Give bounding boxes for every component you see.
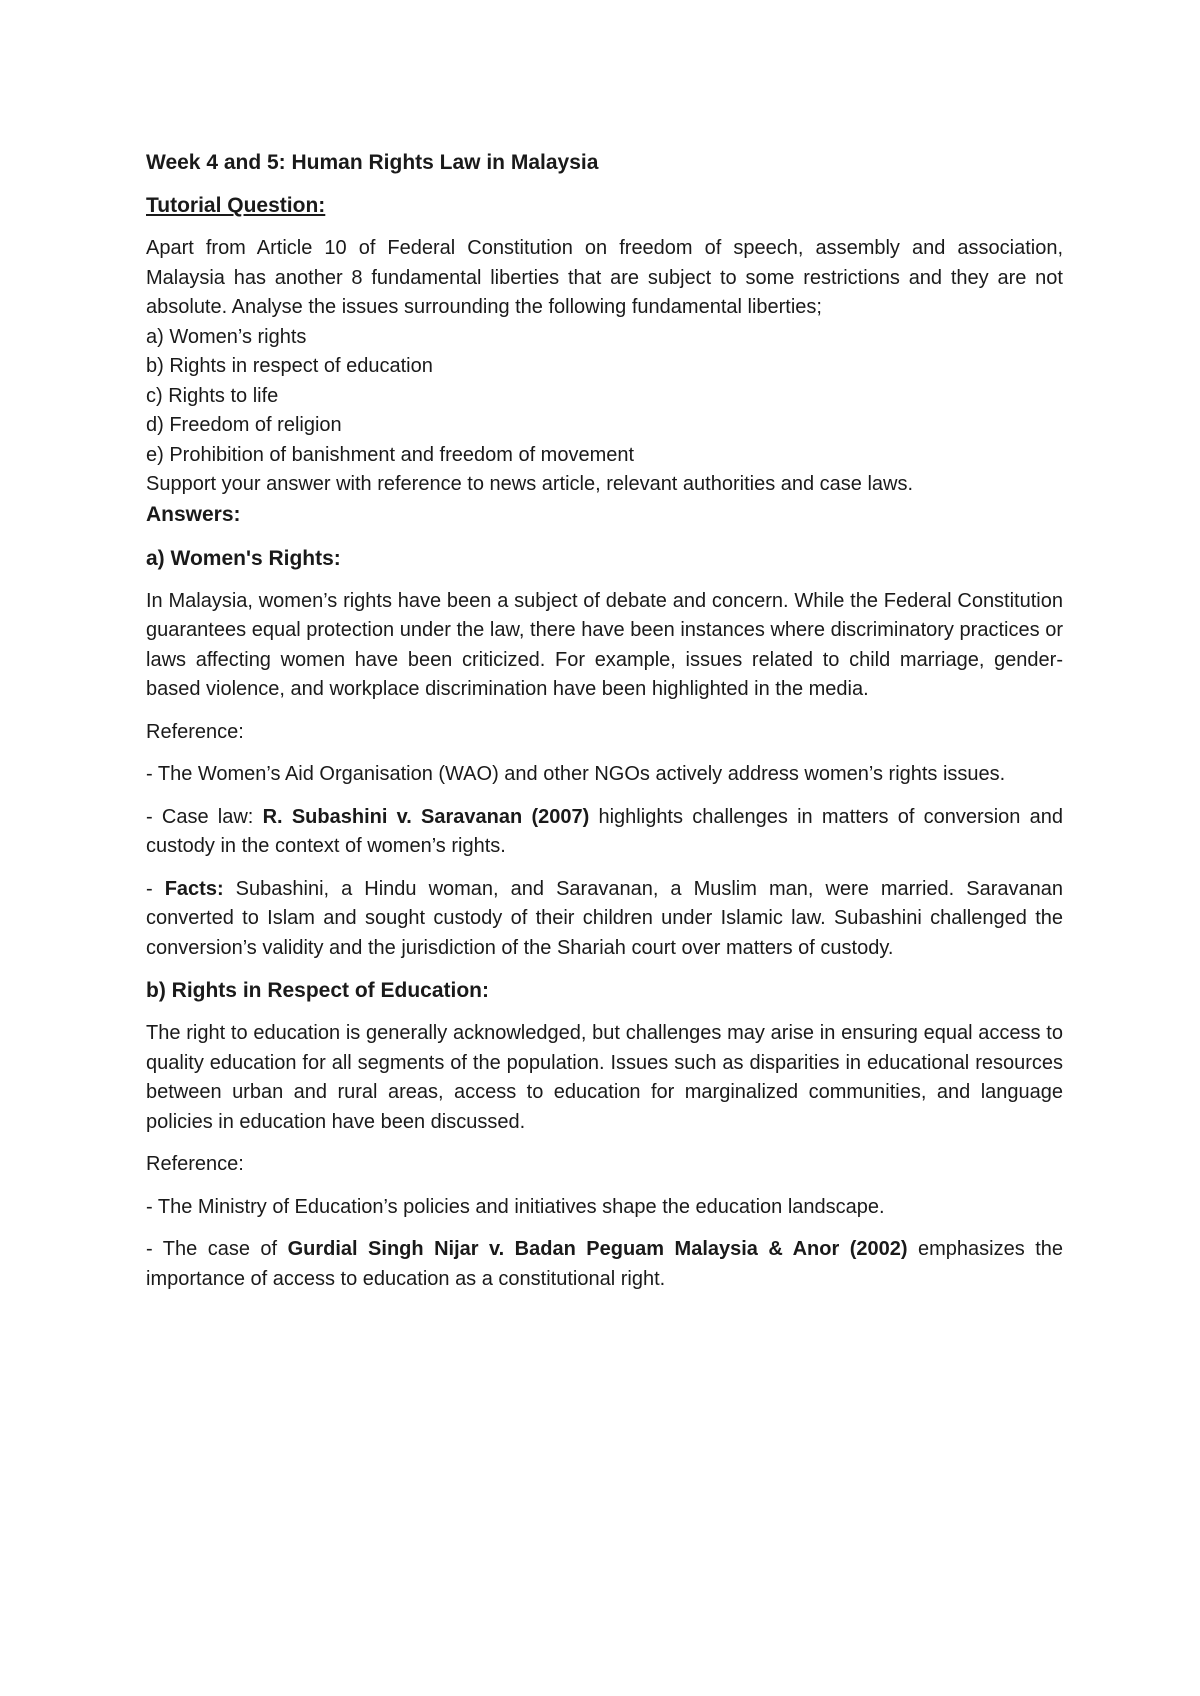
list-item: e) Prohibition of banishment and freedom of movement [146, 443, 635, 466]
answers-heading: Answers: [146, 502, 241, 526]
section-a-ref1: - The Women’s Aid Organisation (WAO) and other NGOs actively address women’s rights issues. [146, 763, 1006, 785]
tutorial-heading: Tutorial Question: [146, 194, 326, 217]
ref-suffix: highlights challenges in matters of conversion and custody in the context of women’s rights. [146, 805, 1063, 857]
case-name: Gurdial Singh Nijar v. Badan Peguam Malaysia & Anor (2002) [287, 1238, 908, 1260]
section-a-reference-label: Reference: [146, 720, 244, 743]
section-a-facts [146, 875, 1063, 964]
list-item: b) Rights in respect of education [146, 355, 433, 377]
list-item: c) Rights to life [146, 384, 279, 407]
section-a-heading: a) Women's Rights: [146, 546, 341, 570]
list-item: d) Freedom of religion [146, 414, 342, 436]
section-b-ref2 [146, 1235, 1063, 1294]
section-b-heading: b) Rights in Respect of Education: [146, 979, 490, 1002]
section-b-reference-label: Reference: [146, 1153, 244, 1175]
document-title: Week 4 and 5: Human Rights Law in Malaysia [146, 151, 599, 174]
section-a-ref2 [146, 803, 1063, 862]
support-text: Support your answer with reference to news article, relevant authorities and case laws. [146, 473, 914, 495]
case-name: R. Subashini v. Saravanan (2007) [262, 805, 590, 828]
liberties-list [146, 323, 1063, 471]
list-item: a) Women’s rights [146, 325, 307, 348]
facts-label: Facts: [164, 877, 224, 900]
section-b-body: The right to education is generally acknowledged, but challenges may arise in ensuring equal access to quality education for all segments of the population. Issues such as disparities in educational resources between urban and rural areas, access to education for marginalized communities, and language policies in education have been discussed. [146, 1022, 1063, 1133]
ref-suffix: emphasizes the importance of access to education as a constitutional right. [146, 1238, 1063, 1290]
section-b-ref1: - The Ministry of Education’s policies and initiatives shape the education landscape. [146, 1195, 885, 1218]
section-a-body: In Malaysia, women’s rights have been a subject of debate and concern. While the Federal Constitution guarantees equal protection under the law, there have been instances where discriminatory practices or laws affecting women have been criticized. For example, issues related to child marriage, gender-based violence, and workplace discrimination have been highlighted in the media. [146, 589, 1063, 700]
facts-prefix: - [146, 877, 165, 900]
question-text: Apart from Article 10 of Federal Constitution on freedom of speech, assembly and association, Malaysia has another 8 fundamental liberties that are subject to some restrictions and they are not absolute. Analyse the issues surrounding the following fundamental liberties; [146, 237, 1063, 318]
facts-text: Subashini, a Hindu woman, and Saravanan, a Muslim man, were married. Saravanan converted to Islam and sought custody of their children under Islamic law. Subashini challenged the conversion’s validity and the jurisdiction of the Shariah court over matters of custody. [146, 877, 1063, 959]
ref-prefix: - Case law: [146, 805, 263, 828]
ref-prefix: - The case of [146, 1238, 288, 1260]
